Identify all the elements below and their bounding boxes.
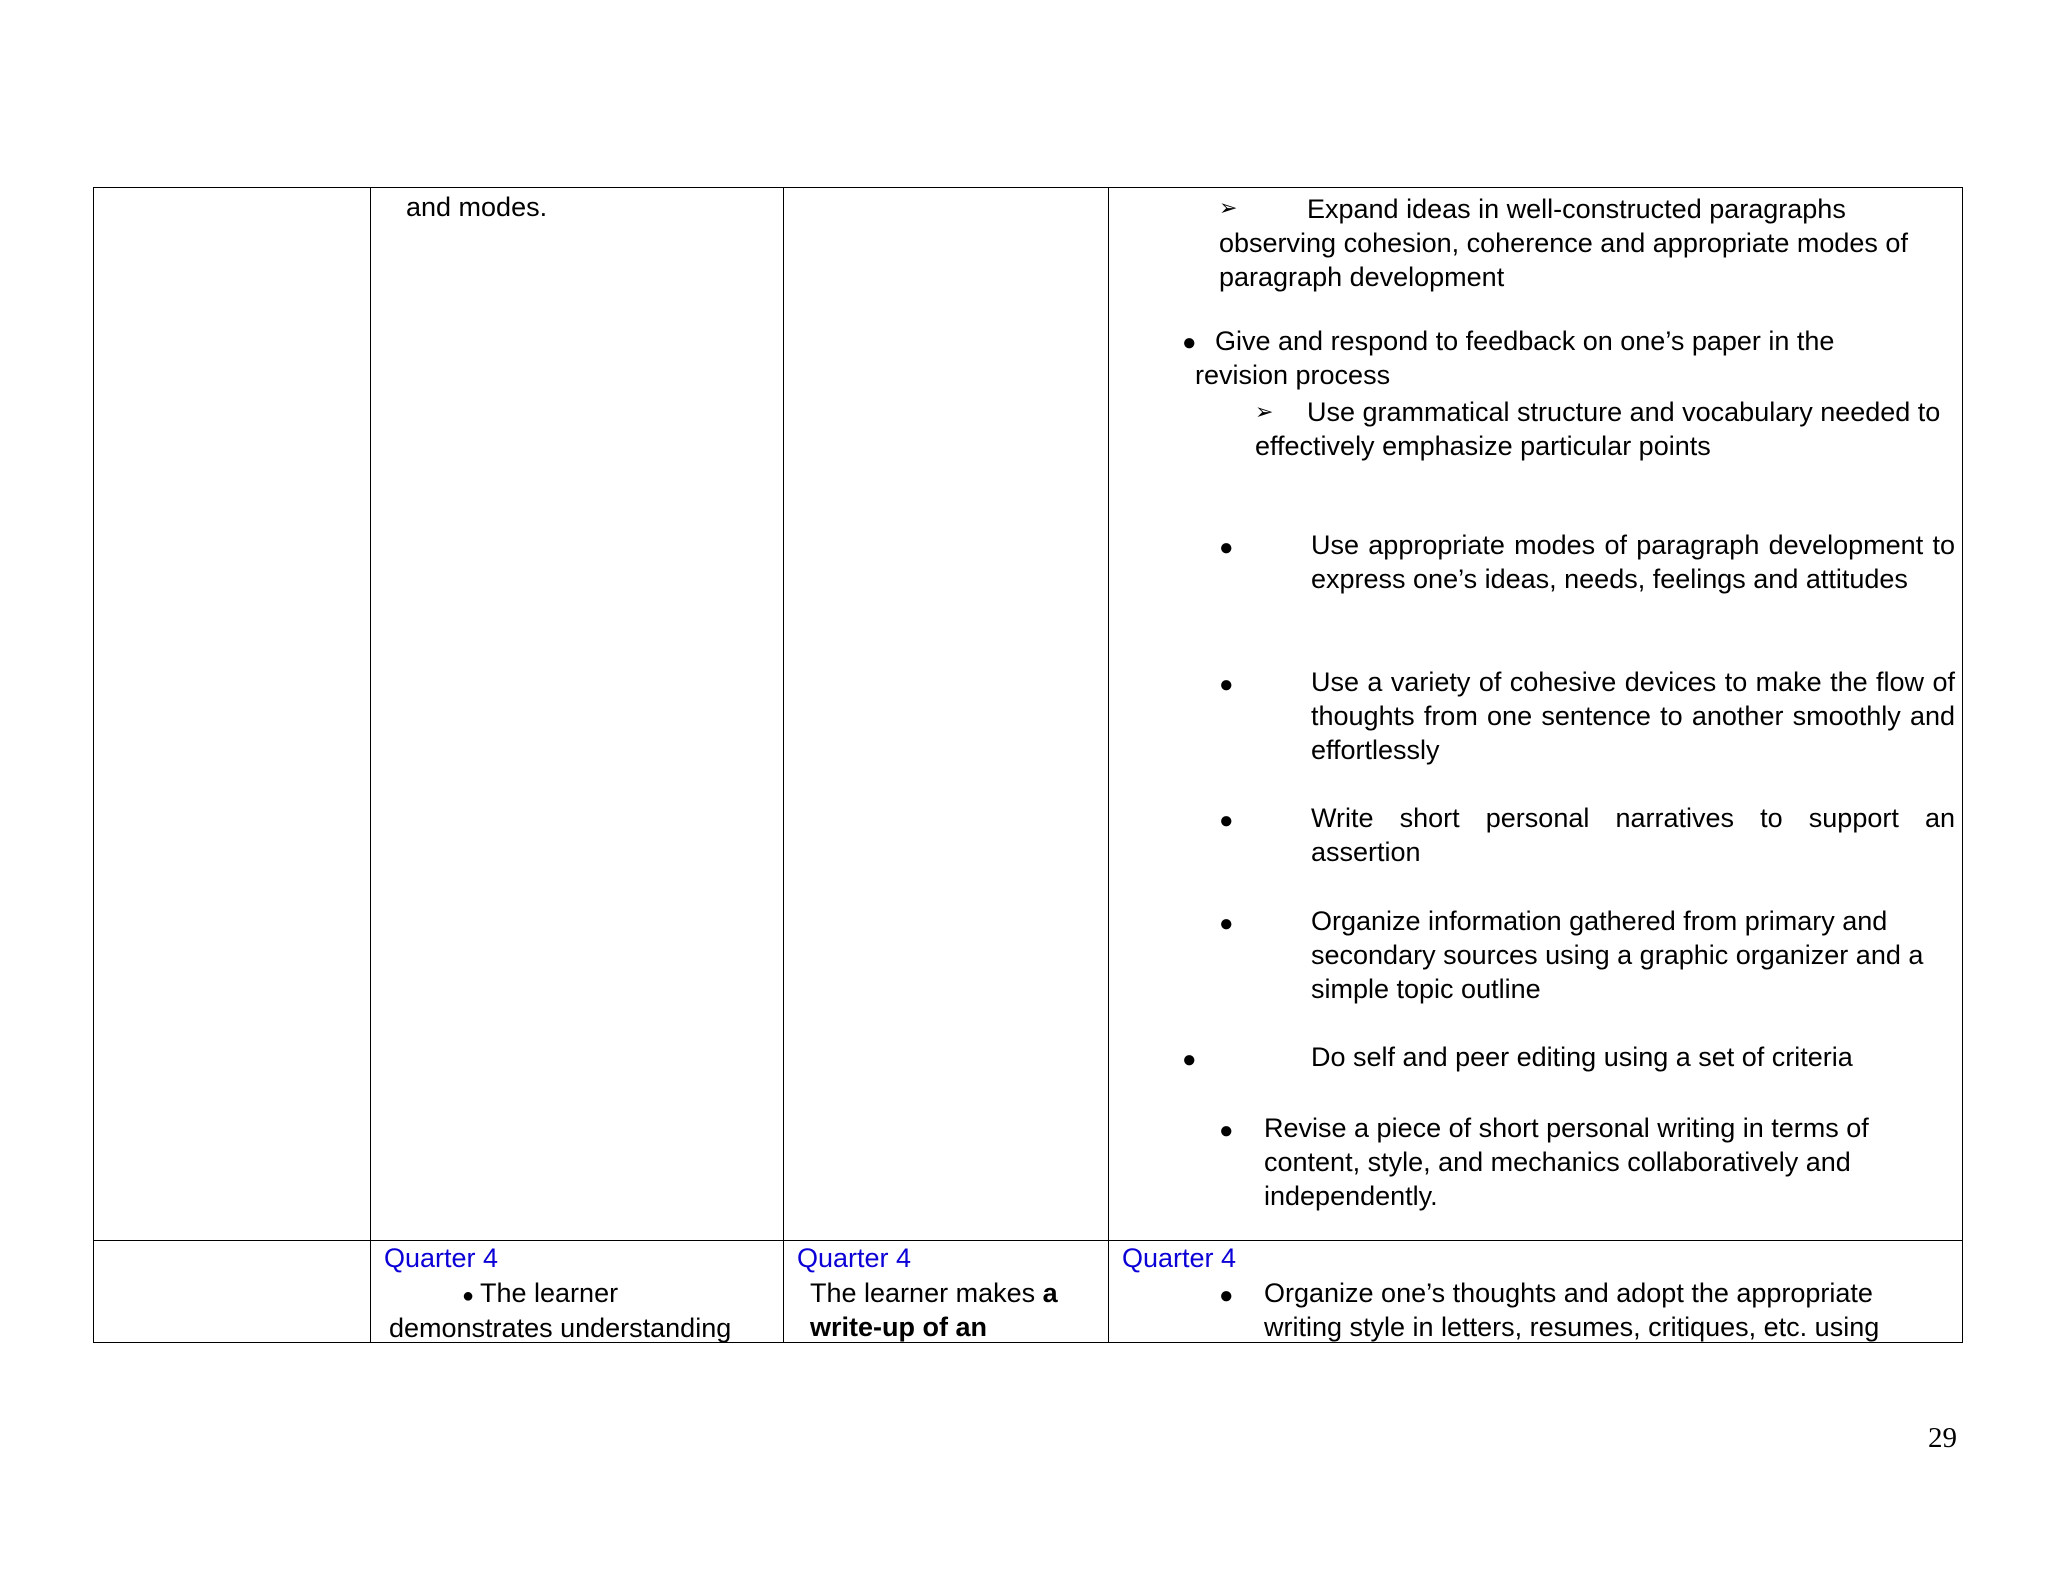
performance-bold-text: a [1042, 1278, 1058, 1308]
content-standards-cell [371, 188, 784, 1241]
grade-cell [94, 1241, 371, 1343]
page-number: 29 [1928, 1422, 1957, 1454]
bullet-icon: ● [1219, 1282, 1234, 1309]
learning-competencies-cell [1109, 1241, 1963, 1343]
competency-item: Expand ideas in well-constructed paragraphs observing cohesion, coherence and appropriate modes of paragraph development [1219, 194, 1908, 292]
performance-standards-cell [784, 1241, 1109, 1343]
content-text: demonstrates understanding [389, 1313, 732, 1343]
bullet-icon: ● [1219, 910, 1234, 937]
quarter-label: Quarter 4 [384, 1243, 499, 1273]
competency-item: Write short personal narratives to support an assertion [1311, 803, 1955, 867]
content-standards-cell [371, 1241, 784, 1343]
competency-item: Do self and peer editing using a set of criteria [1311, 1042, 1853, 1072]
quarter-label: Quarter 4 [797, 1243, 912, 1273]
quarter-label: Quarter 4 [1122, 1243, 1237, 1273]
competency-item: Use grammatical structure and vocabulary needed to effectively emphasize particular points [1255, 397, 1941, 461]
content-text: The learner [480, 1278, 619, 1308]
bullet-icon: ● [1182, 1046, 1197, 1073]
competency-item: Organize information gathered from primary and secondary sources using a graphic organizer and a simple topic outline [1311, 906, 1924, 1004]
competency-item: Organize one’s thoughts and adopt the appropriate writing style in letters, resumes, critiques, etc. using [1264, 1278, 1880, 1342]
bullet-icon: ● [1219, 807, 1234, 834]
arrow-bullet-icon: ➢ [1255, 399, 1274, 424]
performance-text: The learner makes [810, 1278, 1043, 1308]
content-standards-text: and modes. [406, 192, 548, 222]
competency-item: Give and respond to feedback on one’s paper in the revision process [1195, 326, 1835, 390]
bullet-icon: ● [1219, 1117, 1234, 1144]
table-row [94, 188, 1963, 1241]
bullet-icon: ● [462, 1285, 475, 1307]
curriculum-table [93, 187, 1963, 1343]
performance-bold-text: write-up of an [810, 1312, 987, 1342]
table-row [94, 1241, 1963, 1343]
arrow-bullet-icon: ➢ [1219, 195, 1238, 220]
bullet-icon: ● [1219, 534, 1234, 561]
competency-item: Use appropriate modes of paragraph development to express one’s ideas, needs, feelings and attitudes [1311, 530, 1955, 594]
learning-competencies-cell [1109, 188, 1963, 1241]
performance-text-line [810, 1276, 1058, 1310]
bullet-icon: ● [1219, 671, 1234, 698]
grade-cell [94, 188, 371, 1241]
bullet-icon: ● [1182, 329, 1197, 356]
competency-item: Revise a piece of short personal writing in terms of content, style, and mechanics collaboratively and independently. [1264, 1113, 1869, 1211]
performance-standards-cell [784, 188, 1109, 1241]
competency-item: Use a variety of cohesive devices to make the flow of thoughts from one sentence to another smoothly and effortlessly [1311, 667, 1955, 765]
